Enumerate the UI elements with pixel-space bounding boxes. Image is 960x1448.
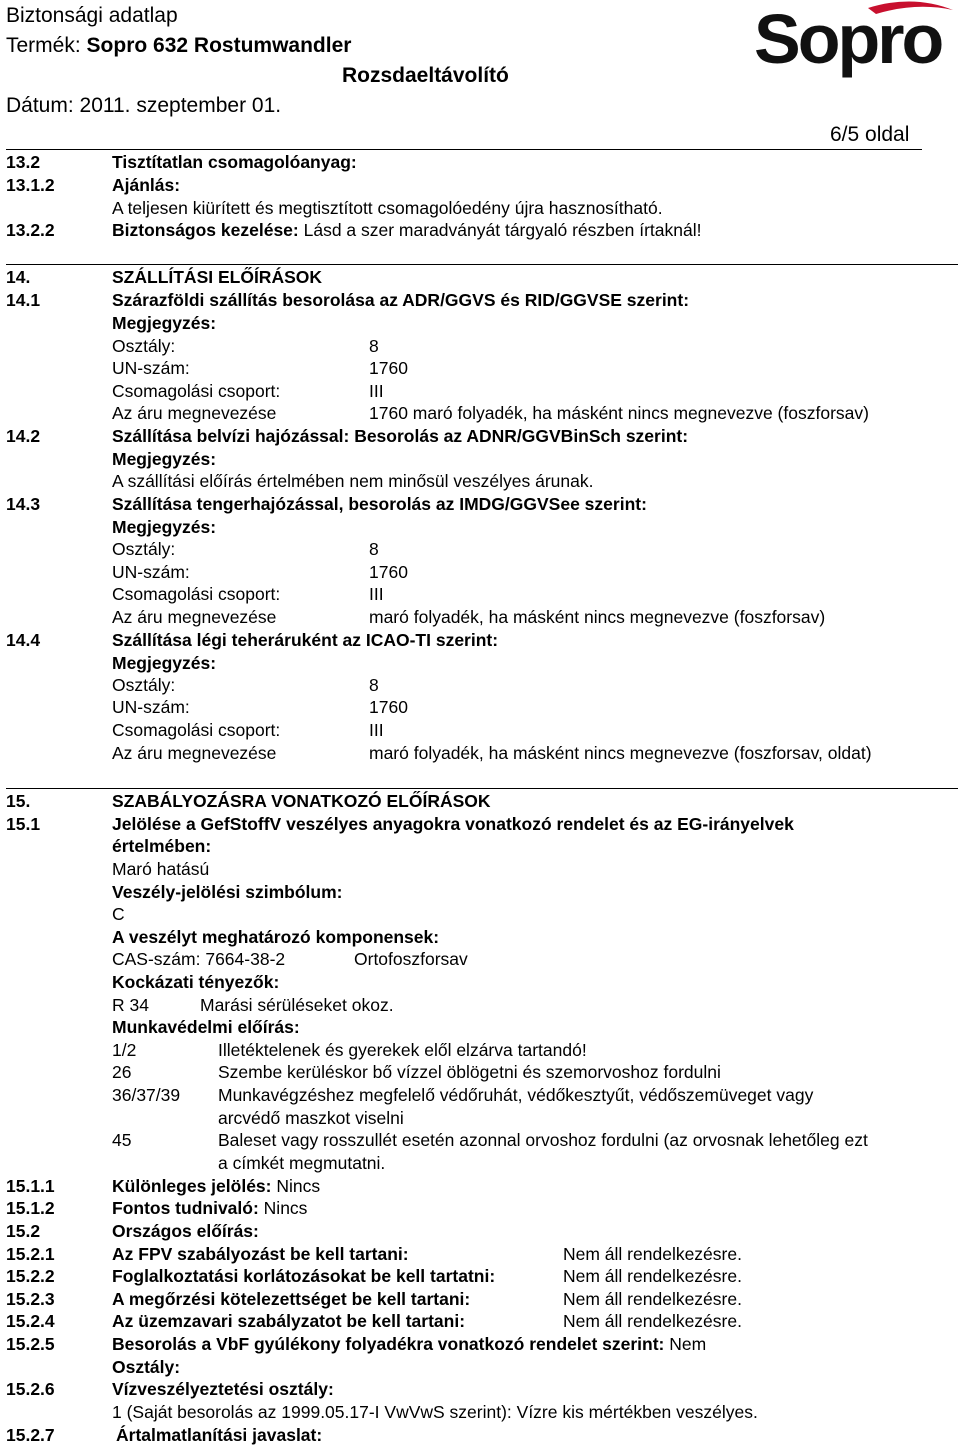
s14-3-name-val: maró folyadék, ha másként nincs megnevezve (foszforsav): [369, 607, 826, 627]
s13-r2-num: 13.1.2: [6, 175, 55, 195]
document-date: Dátum: 2011. szeptember 01.: [6, 94, 282, 117]
s15-1-title-line2: értelmében:: [112, 836, 212, 856]
s14-num: 14.: [6, 267, 31, 287]
s15-r-text: Marási sérüléseket okoz.: [200, 995, 394, 1015]
s14-4-num: 14.4: [6, 630, 41, 650]
s14-4-un-val: 1760: [369, 697, 408, 717]
s15-2-2-val: Nem áll rendelkezésre.: [563, 1266, 742, 1286]
s14-2-note: Megjegyzés:: [112, 449, 217, 469]
s15-2-2-num: 15.2.2: [6, 1266, 55, 1286]
s14-1-name-val: 1760 maró folyadék, ha másként nincs megnevezve (foszforsav): [369, 403, 869, 423]
s15-s4-text1: Baleset vagy rosszullét esetén azonnal orvoshoz fordulni (az orvosnak lehetőleg ezt: [218, 1130, 868, 1150]
s15-2-2-label: Foglalkoztatási korlátozásokat be kell tartatni:: [112, 1266, 496, 1286]
s15-risk-label: Kockázati tényezők:: [112, 972, 280, 992]
product-subname: Rozsdaeltávolító: [342, 64, 509, 87]
s15-2-6-num: 15.2.6: [6, 1379, 55, 1399]
logo-text: Sopro: [754, 0, 942, 78]
product-line: [6, 33, 351, 59]
s15-2-7-label: Ártalmatlanítási javaslat:: [116, 1425, 323, 1445]
s15-2-5-num: 15.2.5: [6, 1334, 55, 1354]
s14-3-pg-val: III: [369, 584, 384, 604]
s15-2-title: Országos előírás:: [112, 1221, 259, 1241]
s15-title: SZABÁLYOZÁSRA VONATKOZÓ ELŐÍRÁSOK: [112, 791, 491, 811]
s15-2-4-label: Az üzemzavari szabályzatot be kell tartani:: [112, 1311, 466, 1331]
header-divider: [6, 149, 922, 150]
s14-1-pg-val: III: [369, 381, 384, 401]
s14-2-num: 14.2: [6, 426, 41, 446]
s14-4-name-val: maró folyadék, ha másként nincs megnevezve (foszforsav, oldat): [369, 743, 872, 763]
s15-cas: CAS-szám: 7664-38-2: [112, 949, 286, 969]
s15-2-4-val: Nem áll rendelkezésre.: [563, 1311, 742, 1331]
s15-2-1-val: Nem áll rendelkezésre.: [563, 1244, 742, 1264]
s15-1-num: 15.1: [6, 814, 41, 834]
s14-1-un-val: 1760: [369, 358, 408, 378]
s14-1-pg-label: Csomagolási csoport:: [112, 381, 281, 401]
product-label: Termék:: [6, 34, 81, 57]
s15-s2-code: 26: [112, 1062, 132, 1082]
s14-1-note: Megjegyzés:: [112, 313, 217, 333]
s15-2-4-num: 15.2.4: [6, 1311, 55, 1331]
s14-4-pg-val: III: [369, 720, 384, 740]
s14-3-num: 14.3: [6, 494, 41, 514]
s13-r4-text: Lásd a szer maradványát tárgyaló részben írtaknál!: [303, 220, 702, 240]
s15-num: 15.: [6, 791, 31, 811]
s14-3-note: Megjegyzés:: [112, 517, 217, 537]
s15-cas-name: Ortofoszforsav: [354, 949, 468, 969]
s15-1-1-num: 15.1.1: [6, 1176, 55, 1196]
s15-2-num: 15.2: [6, 1221, 41, 1241]
s14-3-title: Szállítása tengerhajózással, besorolás az IMDG/GGVSee szerint:: [112, 494, 647, 514]
s15-2-3-num: 15.2.3: [6, 1289, 55, 1309]
s15-s3-text2: arcvédő maszkot viselni: [218, 1108, 404, 1128]
s15-2-7-num: 15.2.7: [6, 1425, 55, 1445]
section14-divider: [6, 264, 958, 265]
s14-3-name-label: Az áru megnevezése: [112, 607, 277, 627]
s15-1-2-bold: Fontos tudnivaló:: [112, 1198, 259, 1218]
s15-s3-text1: Munkavégzéshez megfelelő védőruhát, védőkesztyűt, védőszemüveget vagy: [218, 1085, 814, 1105]
s13-r4-bold: Biztonságos kezelése:: [112, 220, 299, 240]
s15-2-1-num: 15.2.1: [6, 1244, 55, 1264]
s15-s2-text: Szembe kerüléskor bő vízzel öblögetni és szemorvoshoz fordulni: [218, 1062, 721, 1082]
s15-hazard: Maró hatású: [112, 859, 210, 879]
s15-1-1-bold: Különleges jelölés:: [112, 1176, 272, 1196]
s15-1-1-val: Nincs: [276, 1176, 321, 1196]
s14-1-name-label: Az áru megnevezése: [112, 403, 277, 423]
s14-3-class-label: Osztály:: [112, 539, 176, 559]
s15-1-1-line: [112, 1176, 320, 1196]
page-number: 6/5 oldal: [830, 123, 910, 146]
s15-2-5-val: Nem: [669, 1334, 707, 1354]
s15-s1-code: 1/2: [112, 1040, 137, 1060]
s14-1-title: Szárazföldi szállítás besorolása az ADR/GGVS és RID/GGVSE szerint:: [112, 290, 690, 310]
s15-s4-code: 45: [112, 1130, 132, 1150]
s15-1-title-line1: Jelölése a GefStoffV veszélyes anyagokra vonatkozó rendelet és az EG-irányelvek: [112, 814, 794, 834]
s14-4-title: Szállítása légi teheráruként az ICAO-TI szerint:: [112, 630, 499, 650]
s15-s3-code: 36/37/39: [112, 1085, 181, 1105]
s13-r4-line: [112, 220, 701, 240]
s15-s4-text2: a címkét megmutatni.: [218, 1153, 386, 1173]
s15-2-5-line: [112, 1334, 706, 1354]
s14-1-class-label: Osztály:: [112, 336, 176, 356]
s13-r3-text: A teljesen kiürített és megtisztított csomagolóedény újra hasznosítható.: [112, 198, 663, 218]
s14-4-pg-label: Csomagolási csoport:: [112, 720, 281, 740]
s15-2-5-class-label: Osztály:: [112, 1357, 181, 1377]
s15-r-code: R 34: [112, 995, 149, 1015]
s15-1-2-line: [112, 1198, 307, 1218]
s14-4-class-val: 8: [369, 675, 379, 695]
s14-4-name-label: Az áru megnevezése: [112, 743, 277, 763]
s13-r2-text: Ajánlás:: [112, 175, 181, 195]
s14-1-class-val: 8: [369, 336, 379, 356]
s15-1-2-val: Nincs: [263, 1198, 308, 1218]
s14-3-un-val: 1760: [369, 562, 408, 582]
s14-1-un-label: UN-szám:: [112, 358, 190, 378]
s15-2-3-val: Nem áll rendelkezésre.: [563, 1289, 742, 1309]
section15-divider: [6, 788, 958, 789]
s15-1-2-num: 15.1.2: [6, 1198, 55, 1218]
s15-2-6-label: Vízveszélyeztetési osztály:: [112, 1379, 334, 1399]
sopro-logo: [748, 0, 958, 80]
s15-2-6-text: 1 (Saját besorolás az 1999.05.17-I VwVwS szerint): Vízre kis mértékben veszélyes.: [112, 1402, 758, 1422]
s14-3-un-label: UN-szám:: [112, 562, 190, 582]
s14-2-text: A szállítási előírás értelmében nem minősül veszélyes árunak.: [112, 471, 594, 491]
s13-r4-num: 13.2.2: [6, 220, 55, 240]
s15-2-5-label: Besorolás a VbF gyúlékony folyadékra vonatkozó rendelet szerint:: [112, 1334, 665, 1354]
s15-safety-label: Munkavédelmi előírás:: [112, 1017, 300, 1037]
s13-r1-text: Tisztítatlan csomagolóanyag:: [112, 152, 357, 172]
s15-2-1-label: Az FPV szabályozást be kell tartani:: [112, 1244, 409, 1264]
product-name: Sopro 632 Rostumwandler: [86, 34, 352, 57]
s14-3-pg-label: Csomagolási csoport:: [112, 584, 281, 604]
document-type: Biztonsági adatlap: [6, 4, 178, 27]
s14-1-num: 14.1: [6, 290, 41, 310]
s15-s1-text: Illetéktelenek és gyerekek elől elzárva tartandó!: [218, 1040, 587, 1060]
s14-title: SZÁLLÍTÁSI ELŐÍRÁSOK: [112, 267, 322, 287]
s15-components-label: A veszélyt meghatározó komponensek:: [112, 927, 440, 947]
s15-symbol-val: C: [112, 904, 125, 924]
s14-3-class-val: 8: [369, 539, 379, 559]
s14-4-class-label: Osztály:: [112, 675, 176, 695]
s15-symbol-label: Veszély-jelölési szimbólum:: [112, 882, 343, 902]
s14-4-note: Megjegyzés:: [112, 653, 217, 673]
s15-2-3-label: A megőrzési kötelezettséget be kell tartani:: [112, 1289, 471, 1309]
s13-r1-num: 13.2: [6, 152, 41, 172]
s14-4-un-label: UN-szám:: [112, 697, 190, 717]
s14-2-title: Szállítása belvízi hajózással: Besorolás az ADNR/GGVBinSch szerint:: [112, 426, 689, 446]
